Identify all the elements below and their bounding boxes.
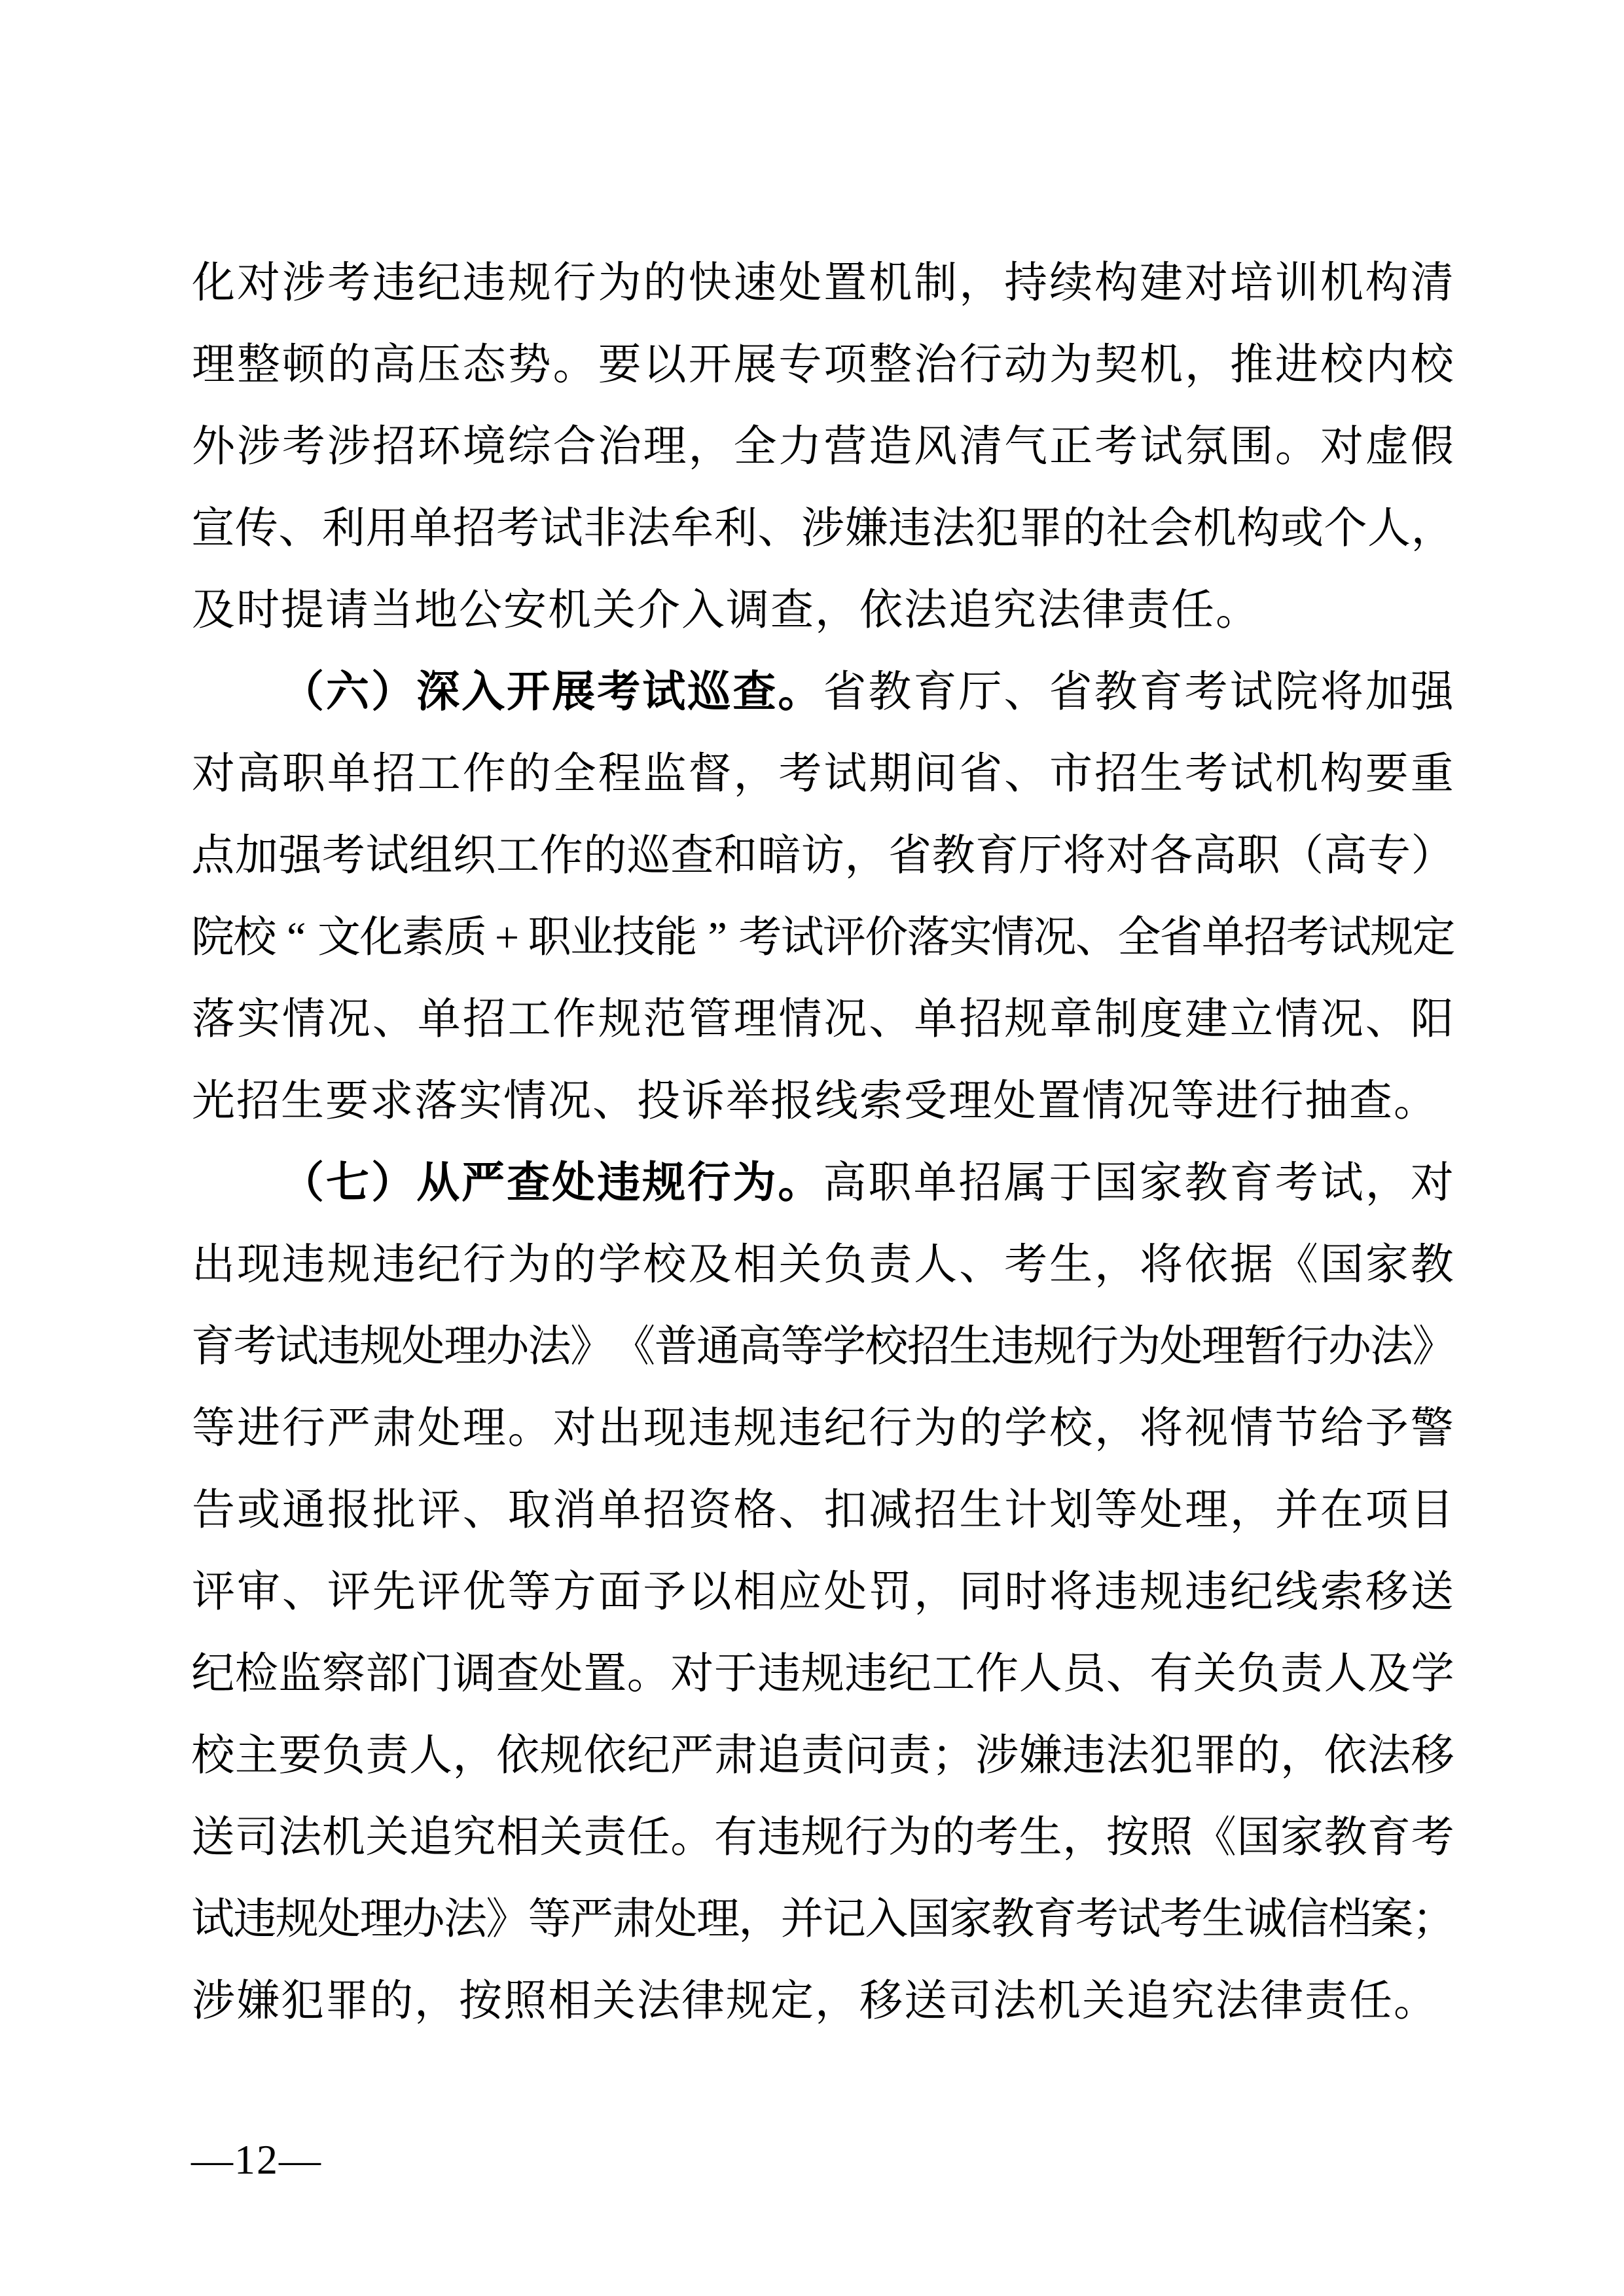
text-line: 院 校 “ 文 化 素 质 + 职 业 技 能 ” 考 试 评 价 落 实 情 况 、 全 省 单 招 考 试 规 定 xyxy=(191,913,1456,961)
paragraph xyxy=(191,1142,1454,2042)
text-line: 光 招 生 要 求 落 实 情 况 、 投 诉 举 报 线 索 受 理 处 置 情 况 等 进 行 抽 查 。 xyxy=(192,1077,1437,1125)
text-line: 育 考 试 违 规 处 理 办 法 》 《 普 通 高 等 学 校 招 生 违 规 行 为 处 理 暂 行 办 法 》 xyxy=(191,1322,1456,1371)
paragraph xyxy=(191,651,1454,1142)
text-line: 评 审 、 评 先 评 优 等 方 面 予 以 相 应 处 罚 ， 同 时 将 违 规 违 纪 线 索 移 送 xyxy=(192,1568,1454,1616)
text-line: 点 加 强 考 试 组 织 工 作 的 巡 查 和 暗 访 ， 省 教 育 厅 将 对 各 高 职 （ 高 专 ） xyxy=(191,831,1454,880)
text-line: 及 时 提 请 当 地 公 安 机 关 介 入 调 查 ， 依 法 追 究 法 律 责 任 。 xyxy=(192,586,1259,634)
text-line: 出 现 违 规 违 纪 行 为 的 学 校 及 相 关 负 责 人 、 考 生 ， 将 依 据 《 国 家 教 xyxy=(192,1240,1454,1289)
text-line: 理 整 顿 的 高 压 态 势 。 要 以 开 展 专 项 整 治 行 动 为 契 机 ， 推 进 校 内 校 xyxy=(192,340,1454,389)
text-line: 对 高 职 单 招 工 作 的 全 程 监 督 ， 考 试 期 间 省 、 市 招 生 考 试 机 构 要 重 xyxy=(192,749,1454,798)
text-line: 试 违 规 处 理 办 法 》 等 严 肃 处 理 ， 并 记 入 国 家 教 育 考 试 考 生 诚 信 档 案 ； xyxy=(191,1895,1456,1943)
text-line: 校 主 要 负 责 人 ， 依 规 依 纪 严 肃 追 责 问 责 ； 涉 嫌 违 法 犯 罪 的 ， 依 法 移 xyxy=(191,1731,1454,1780)
page-number: —12— xyxy=(191,2136,322,2183)
document-body xyxy=(191,242,1454,2042)
text-line: 送 司 法 机 关 追 究 相 关 责 任 。 有 违 规 行 为 的 考 生 ， 按 照 《 国 家 教 育 考 xyxy=(191,1813,1454,1861)
text-line: 落 实 情 况 、 单 招 工 作 规 范 管 理 情 况 、 单 招 规 章 制 度 建 立 情 况 、 阳 xyxy=(192,995,1454,1043)
text-line: （ 七 ） 从 严 查 处 违 规 行 为 。 高 职 单 招 属 于 国 家 教 育 考 试 ， 对 xyxy=(281,1158,1454,1207)
text-line: 宣 传 、 利 用 单 招 考 试 非 法 牟 利 、 涉 嫌 违 法 犯 罪 的 社 会 机 构 或 个 人 ， xyxy=(191,504,1454,552)
text-line: 外 涉 考 涉 招 环 境 综 合 治 理 ， 全 力 营 造 风 清 气 正 考 试 氛 围 。 对 虚 假 xyxy=(192,422,1454,471)
text-line: 涉 嫌 犯 罪 的 ， 按 照 相 关 法 律 规 定 ， 移 送 司 法 机 关 追 究 法 律 责 任 。 xyxy=(192,1977,1437,2025)
paragraph xyxy=(191,242,1454,651)
text-line: 化 对 涉 考 违 纪 违 规 行 为 的 快 速 处 置 机 制 ， 持 续 构 建 对 培 训 机 构 清 xyxy=(192,259,1454,307)
text-line: 纪 检 监 察 部 门 调 查 处 置 。 对 于 违 规 违 纪 工 作 人 员 、 有 关 负 责 人 及 学 xyxy=(191,1649,1454,1698)
text-line: 告 或 通 报 批 评 、 取 消 单 招 资 格 、 扣 减 招 生 计 划 等 处 理 ， 并 在 项 目 xyxy=(192,1486,1454,1534)
text-line: （ 六 ） 深 入 开 展 考 试 巡 查 。 省 教 育 厅 、 省 教 育 考 试 院 将 加 强 xyxy=(281,668,1454,716)
text-line: 等 进 行 严 肃 处 理 。 对 出 现 违 规 违 纪 行 为 的 学 校 ， 将 视 情 节 给 予 警 xyxy=(192,1404,1454,1452)
